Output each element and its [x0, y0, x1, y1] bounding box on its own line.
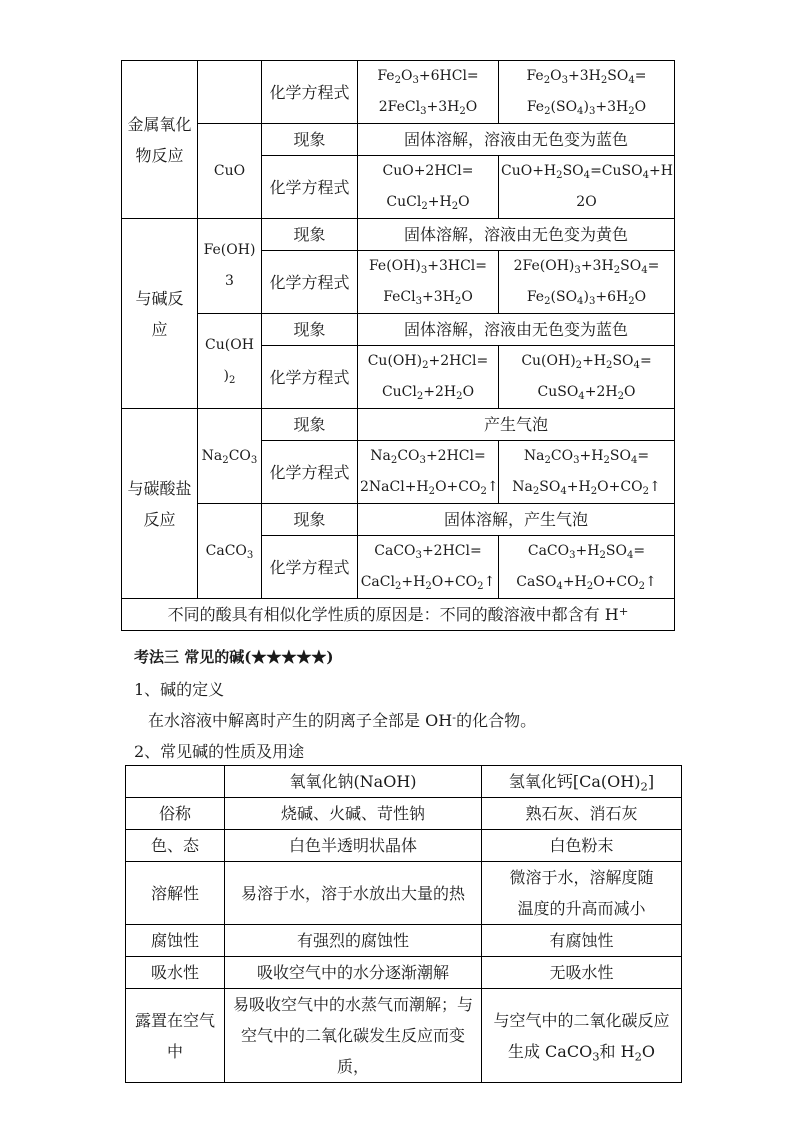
naoh-value: 有强烈的腐蚀性	[225, 925, 482, 957]
row-label: 露置在空气 中	[126, 989, 225, 1083]
reactant-cuo: CuO	[198, 124, 262, 219]
cuo-phenomenon: 固体溶解，溶液由无色变为蓝色	[358, 124, 675, 156]
section-heading: 考法三 常见的碱(★★★★★)	[134, 648, 334, 666]
row-label: 吸水性	[126, 957, 225, 989]
header-empty	[126, 766, 225, 798]
equation-label: 化学方程式	[262, 346, 358, 409]
table-row	[126, 957, 682, 989]
reactant-na2co3: $Na_2CO_3$	[198, 409, 262, 504]
equation-label: 化学方程式	[262, 156, 358, 219]
header-caoh2: 氢氧化钙$[Ca(OH)_2]$	[482, 766, 682, 798]
naoh-value: 白色半透明状晶体	[225, 830, 482, 862]
row-label: 俗称	[126, 798, 225, 830]
naoh-value: 易溶于水，溶于水放出大量的热	[225, 862, 482, 925]
cuoh2-hcl-equation: $Cu(OH)_2+2HCl=$ $CuCl_2+2H_2O$	[358, 346, 499, 409]
cuo-hcl-equation: CuO+2HCl= $CuCl_2+H_2O$	[358, 156, 499, 219]
na2co3-phenomenon: 产生气泡	[358, 409, 675, 441]
caoh2-value: 无吸水性	[482, 957, 682, 989]
feoh3-h2so4-equation: $2Fe(OH)_3+3H_2SO_4=$ $Fe_2(SO_4)_3+6H_2O$	[499, 251, 675, 314]
table-row	[126, 798, 682, 830]
reactant-cuoh2: Cu(OH )$_2$	[198, 314, 262, 409]
phenomenon-label: 现象	[262, 504, 358, 536]
row-label: 溶解性	[126, 862, 225, 925]
fe2o3-hcl-equation: $Fe_2O_3+6HCl=$ $2FeCl_3+3H_2O$	[358, 61, 499, 124]
caoh2-value: 白色粉末	[482, 830, 682, 862]
equation-label: 化学方程式	[262, 61, 358, 124]
equation-label: 化学方程式	[262, 251, 358, 314]
cuoh2-h2so4-equation: $Cu(OH)_2+H_2SO_4=$ $CuSO_4+2H_2O$	[499, 346, 675, 409]
category-base: 与碱反 应	[122, 219, 198, 409]
caco3-h2so4-equation: $CaCO_3+H_2SO_4=$ $CaSO_4+H_2O+CO_2↑$	[499, 536, 675, 599]
reactant-feoh3: Fe(OH) 3	[198, 219, 262, 314]
caco3-phenomenon: 固体溶解，产生气泡	[358, 504, 675, 536]
naoh-value: 烧碱、火碱、苛性钠	[225, 798, 482, 830]
feoh3-hcl-equation: $Fe(OH)_3+3HCl=$ $FeCl_3+3H_2O$	[358, 251, 499, 314]
phenomenon-label: 现象	[262, 409, 358, 441]
equation-label: 化学方程式	[262, 536, 358, 599]
base-properties-table	[125, 765, 682, 1083]
fe2o3-h2so4-equation: $Fe_2O_3+3H_2SO_4=$ $Fe_2(SO_4)_3+3H_2O$	[499, 61, 675, 124]
row-label: 腐蚀性	[126, 925, 225, 957]
table-header-row	[126, 766, 682, 798]
naoh-value: 吸收空气中的水分逐渐潮解	[225, 957, 482, 989]
phenomenon-label: 现象	[262, 219, 358, 251]
na2co3-hcl-equation: $Na_2CO_3+2HCl=$ $2NaCl+H_2O+CO_2↑$	[358, 441, 499, 504]
phenomenon-label: 现象	[262, 124, 358, 156]
category-metal-oxide: 金属氧化 物反应	[122, 61, 198, 219]
na2co3-h2so4-equation: $Na_2CO_3+H_2SO_4=$ $Na_2SO_4+H_2O+CO_2↑$	[499, 441, 675, 504]
cuoh2-phenomenon: 固体溶解，溶液由无色变为蓝色	[358, 314, 675, 346]
caco3-hcl-equation: CaCO$_3$+2HCl= $CaCl_2+H_2O+CO_2↑$	[358, 536, 499, 599]
reactant-fe2o3-cell	[198, 61, 262, 124]
table-row	[126, 862, 682, 925]
cuo-h2so4-equation: $CuO+H_2SO_4=CuSO_4+H$ 2O	[499, 156, 675, 219]
reactant-caco3: CaCO$_3$	[198, 504, 262, 599]
table-row	[126, 830, 682, 862]
table-row	[126, 925, 682, 957]
acid-reactions-table	[121, 60, 675, 631]
row-label: 色、态	[126, 830, 225, 862]
table-row	[126, 989, 682, 1083]
item2-title: 2、常见碱的性质及用途	[134, 742, 305, 761]
naoh-value: 易吸收空气中的水蒸气而潮解；与 空气中的二氧化碳发生反应而变质，	[225, 989, 482, 1083]
caoh2-value: 熟石灰、消石灰	[482, 798, 682, 830]
feoh3-phenomenon: 固体溶解，溶液由无色变为黄色	[358, 219, 675, 251]
header-naoh: 氧氧化钠(NaOH)	[225, 766, 482, 798]
conclusion-row: 不同的酸具有相似化学性质的原因是：不同的酸溶液中都含有 H+	[122, 599, 675, 631]
equation-label: 化学方程式	[262, 441, 358, 504]
item1-title: 1、碱的定义	[134, 680, 225, 699]
phenomenon-label: 现象	[262, 314, 358, 346]
caoh2-value: 与空气中的二氧化碳反应 生成 CaCO$_3$和 $H_2O$	[482, 989, 682, 1083]
caoh2-value: 有腐蚀性	[482, 925, 682, 957]
item1-text: 在水溶液中解离时产生的阴离子全部是 OH-的化合物。	[148, 709, 537, 730]
caoh2-value: 微溶于水，溶解度随 温度的升高而减小	[482, 862, 682, 925]
category-carbonate: 与碳酸盐 反应	[122, 409, 198, 599]
